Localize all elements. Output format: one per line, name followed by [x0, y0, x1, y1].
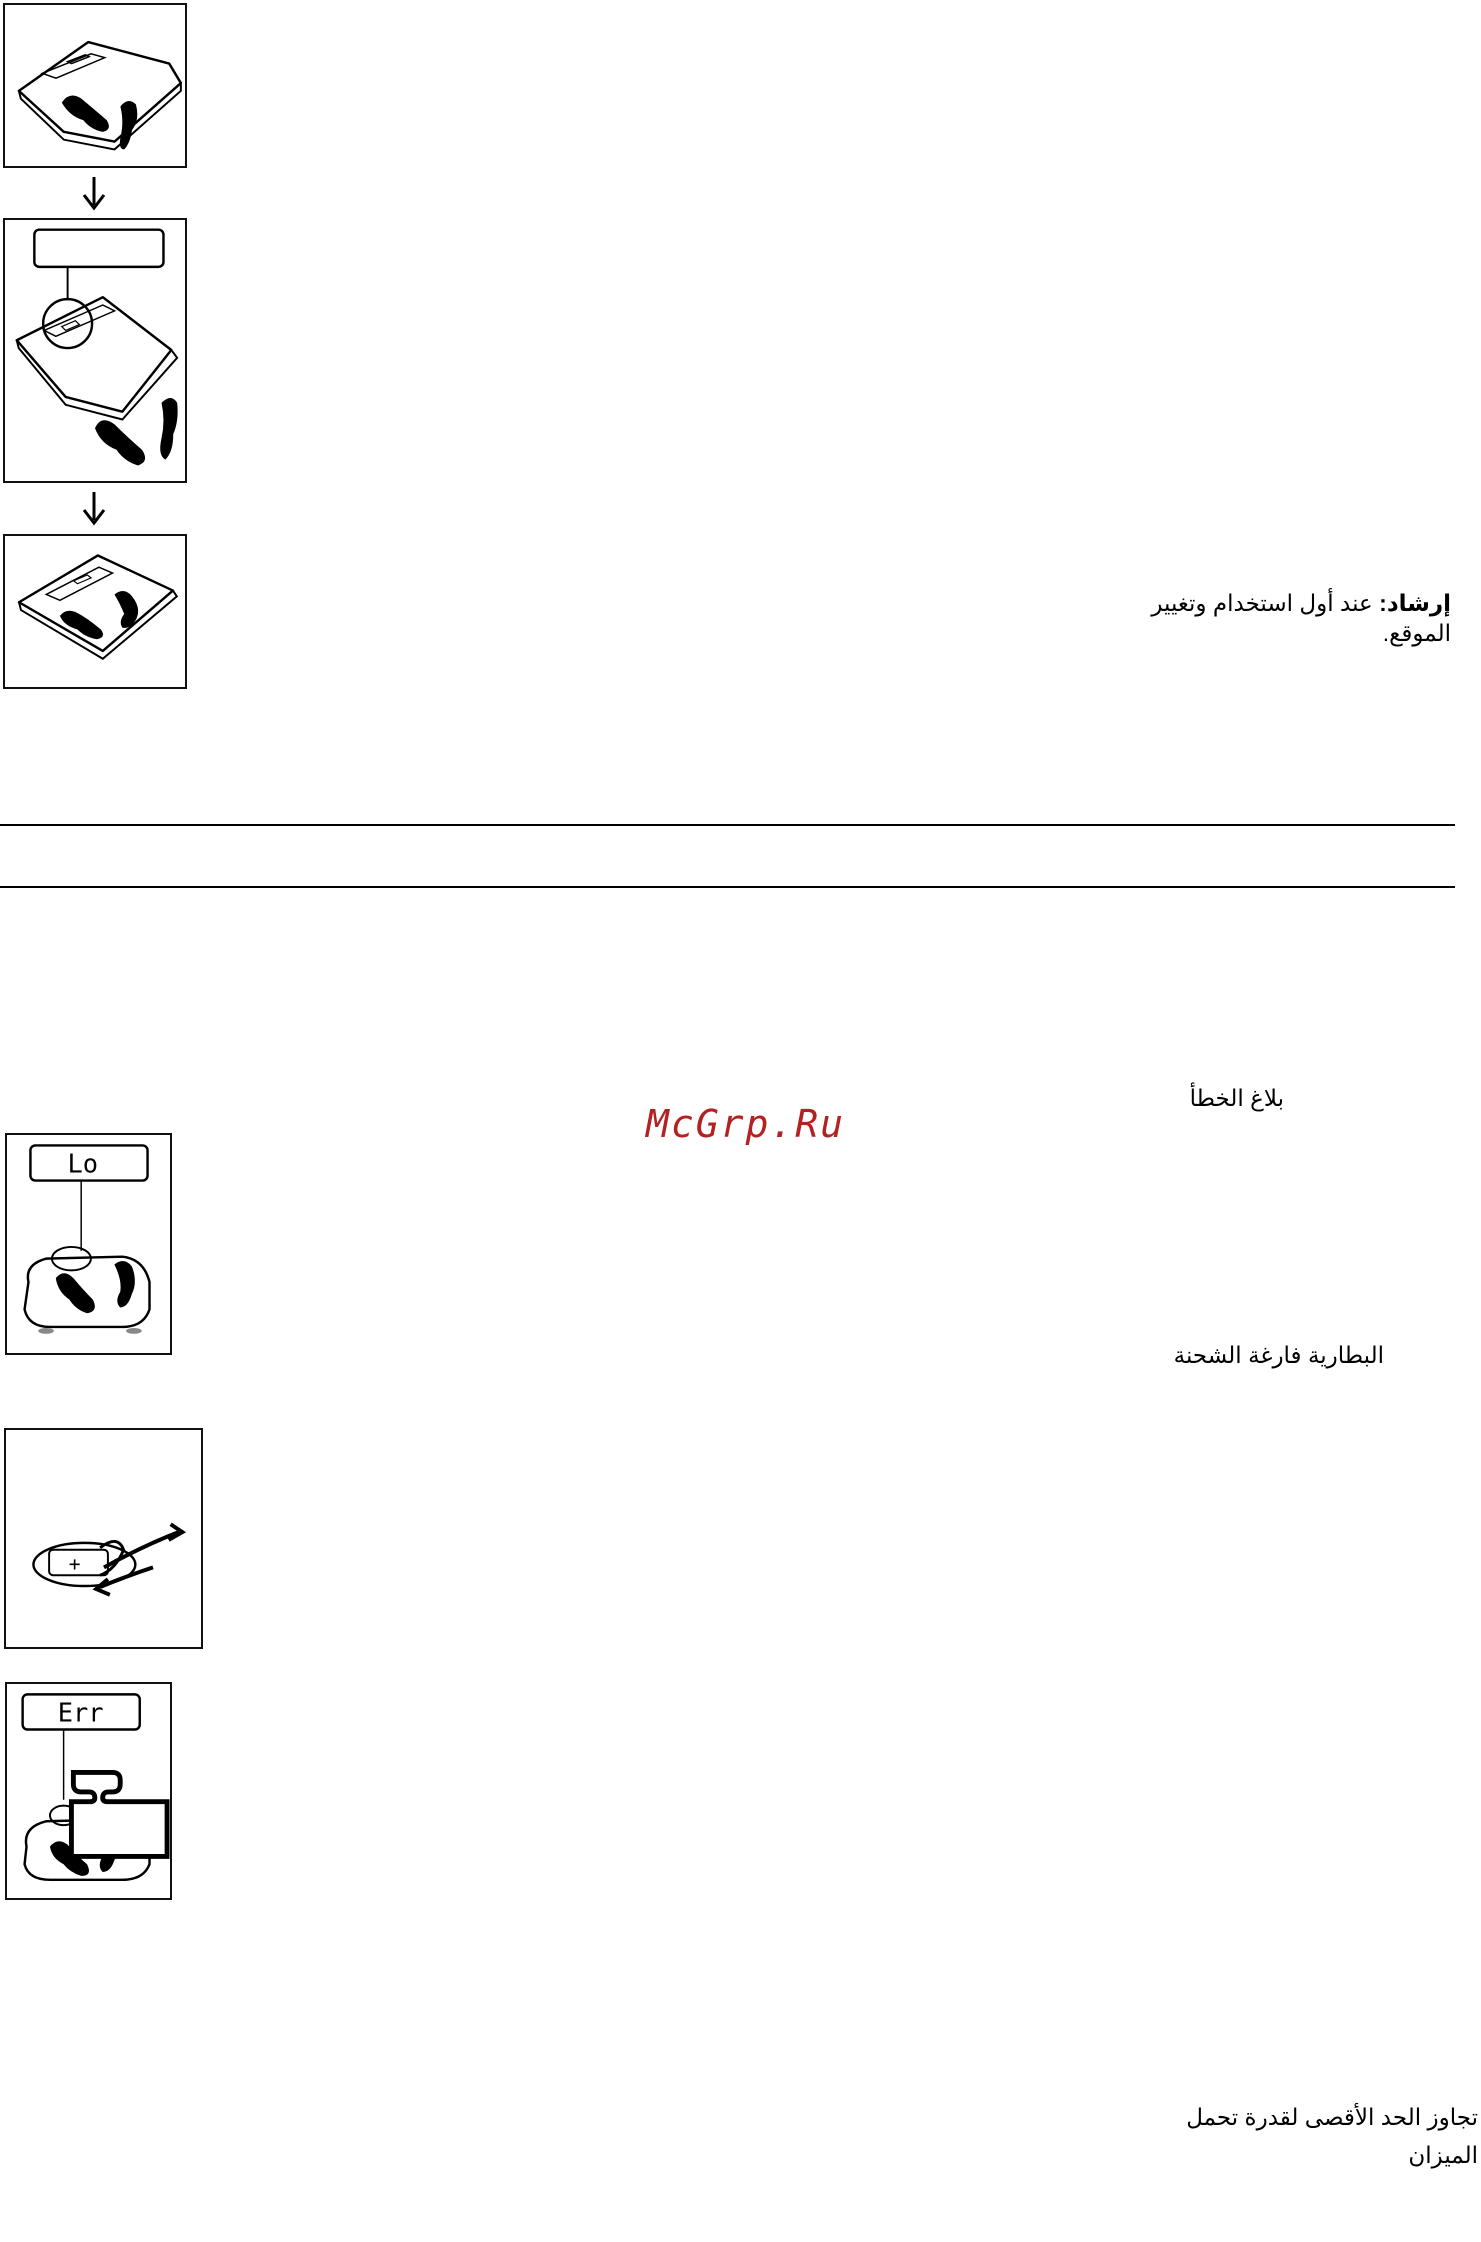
scale-with-feet-illustration: [5, 536, 185, 687]
scale-overload-illustration: [7, 1684, 170, 1898]
svg-text:+: +: [68, 1552, 81, 1576]
scale-display-illustration: [5, 220, 185, 481]
section-divider-top: [0, 824, 1455, 826]
scale-with-feet-illustration: [5, 5, 185, 166]
figure-step-1-stand-on-scale: [3, 3, 187, 168]
battery-empty-label: البطارية فارغة الشحنة: [1173, 1342, 1384, 1368]
display-code-err: Err: [57, 1697, 104, 1728]
down-arrow-icon: [80, 175, 108, 211]
display-code-lo: Lo: [67, 1148, 99, 1179]
overload-line-1: تجاوز الحد الأقصى لقدرة تحمل: [1186, 2104, 1478, 2130]
tip-label: إرشاد:: [1379, 590, 1451, 616]
figure-low-battery-display: [5, 1133, 172, 1355]
watermark-logo: McGrp.Ru: [646, 1102, 846, 1146]
scale-low-battery-illustration: [7, 1135, 170, 1353]
figure-step-2-display-zero: [3, 218, 187, 483]
overload-label: [1178, 2102, 1478, 2170]
tip-text: عند أول استخدام وتغيير الموقع.: [1151, 590, 1451, 646]
error-message-heading: بلاغ الخطأ: [1189, 1085, 1284, 1111]
battery-replacement-illustration: [6, 1430, 201, 1647]
tip-note: [1121, 588, 1451, 648]
overload-line-2: الميزان: [1408, 2142, 1478, 2168]
down-arrow-icon: [80, 490, 108, 526]
figure-overload-error-display: [5, 1682, 172, 1900]
section-divider-bottom: [0, 886, 1455, 888]
figure-battery-replacement: [4, 1428, 203, 1649]
figure-step-3-weigh: [3, 534, 187, 689]
